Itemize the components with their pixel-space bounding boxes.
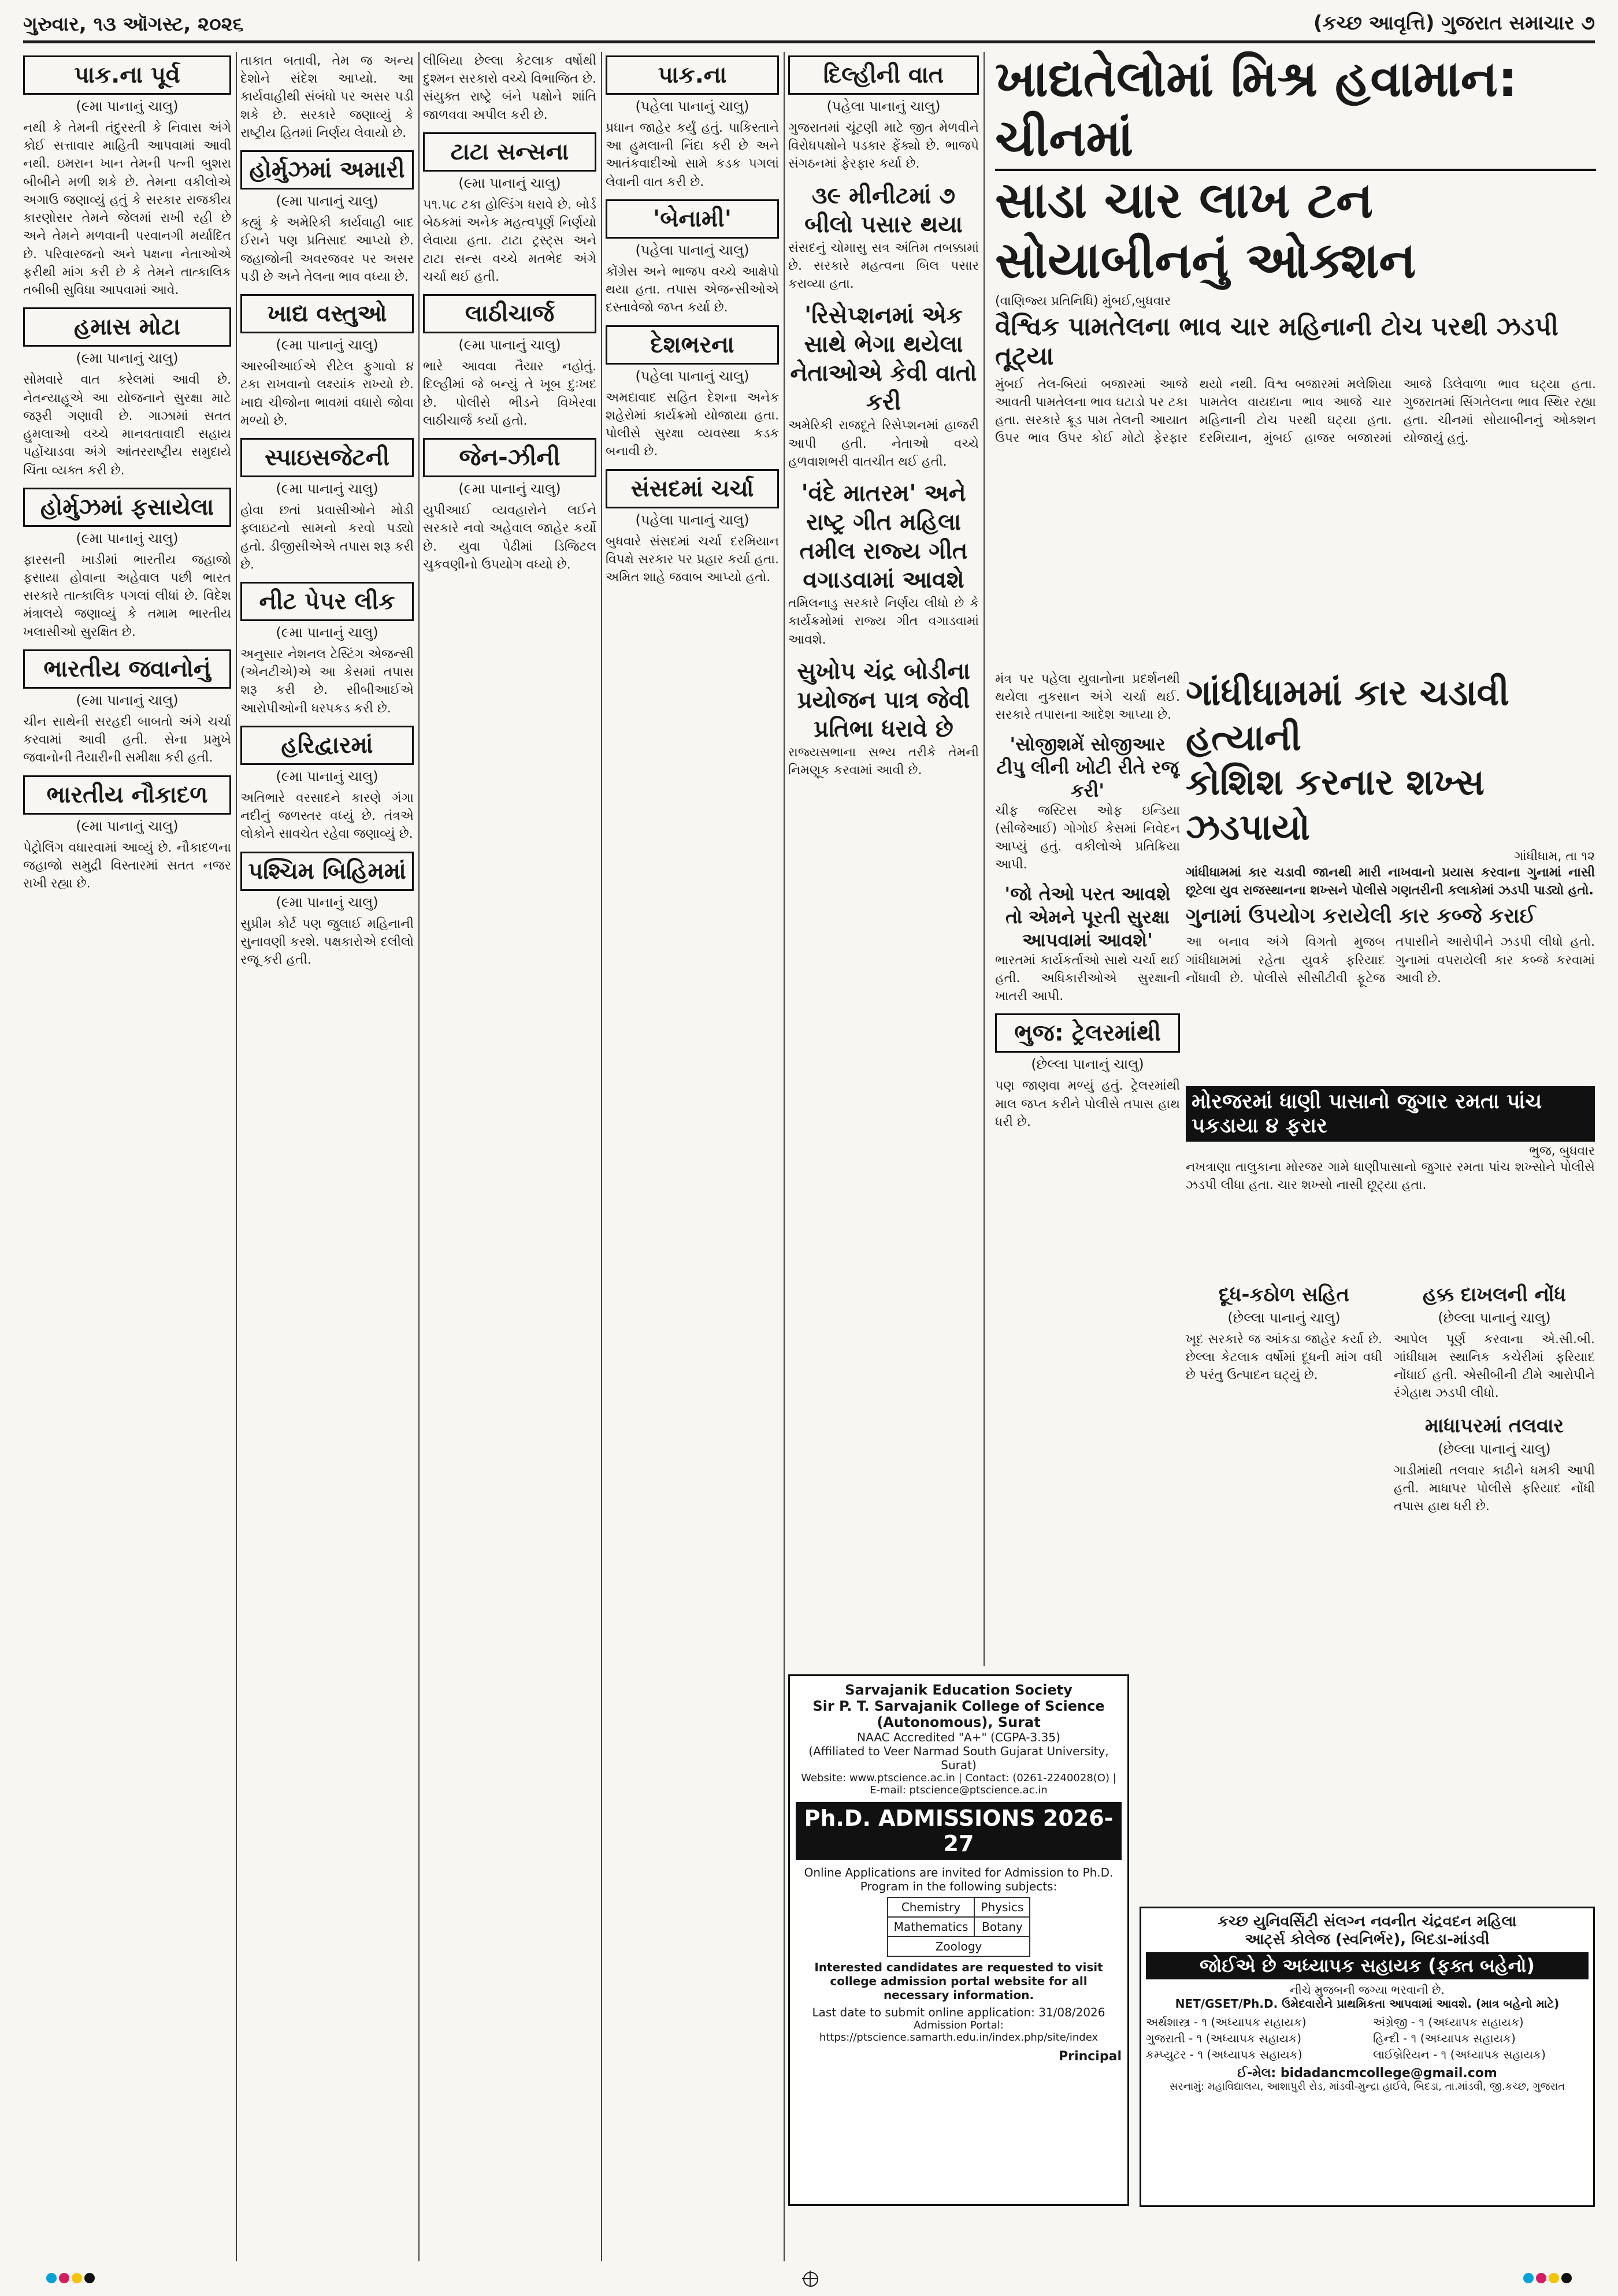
ad-subject: Zoology (888, 1937, 1030, 1956)
column-divider (984, 52, 985, 1666)
article-body: ભારતમાં કાર્યકર્તાઓ સાથે ચર્ચા થઈ હતી. અધિકારીઓએ સુરક્ષાની ખાતરી આપી. (995, 953, 1180, 1004)
article-title: 'બેનામી' (606, 199, 779, 239)
article-title: નીટ પેપર લીક (240, 582, 414, 621)
column-divider (236, 52, 237, 2261)
article (240, 582, 414, 718)
article (606, 325, 779, 461)
article-title: સુખોપ ચંદ્ર બોડીના પ્રયોજન પાત્ર જેવી પ્રતિભા ધરાવે છે (797, 657, 970, 742)
article (23, 649, 231, 767)
lead-headline-line1: ખાદ્યતેલોમાં મિશ્ર હવામાન: ચીનમાં (995, 50, 1518, 168)
ad-subject: Chemistry (888, 1897, 975, 1917)
column-4 (606, 52, 779, 2261)
article-title: પાક.ના (606, 55, 779, 95)
bidada-post: અંગ્રેજી - ૧ (અધ્યાપક સહાયક) (1373, 2015, 1524, 2029)
article (788, 301, 979, 471)
article-title: ભારતીય નૌકાદળ (23, 775, 231, 815)
article (23, 55, 231, 299)
madhapar-subtitle: (છેલ્લા પાનાનું ચાલુ) (1438, 1440, 1551, 1457)
column-6 (995, 670, 1180, 1666)
article (240, 852, 414, 969)
article-body: ચીન સાથેની સરહદી બાબતો અંગે ચર્ચા કરવામાં આવી હતી. સેના પ્રમુખે જવાનોની તૈયારીની સમીક્ષા કરી હતી. (23, 714, 231, 766)
yellow-swatch (72, 2273, 82, 2283)
bidada-email: ઈ-મેલ: bidadancmcollege@gmail.com (1237, 2066, 1497, 2080)
header-date: ગુરુવાર, ૧૩ ઑગસ્ટ, ૨૦૨૬ (23, 13, 244, 36)
ad-college-name: Sir P. T. Sarvajanik College of Science (Autonomous), Surat (812, 1698, 1105, 1730)
article-subtitle: (પહેલા પાનાનું ચાલુ) (635, 98, 749, 114)
article-subtitle: (૯મા પાનાનું ચાલુ) (276, 481, 378, 497)
article-subtitle: (છેલ્લા પાનાનું ચાલુ) (1031, 1056, 1144, 1073)
article-subtitle: (પહેલા પાનાનું ચાલુ) (635, 367, 749, 384)
article-title: જેન-ઝીની (423, 438, 596, 477)
ad-affiliation: (Affiliated to Veer Narmad South Gujarat University, Surat) (808, 1744, 1109, 1772)
article-body: ચીફ જસ્ટિસ ઓફ ઇન્ડિયા (સીજેઆઈ) ગોગોઈ કેસમાં નિવેદન આપ્યું હતું. વકીલોએ પ્રતિક્રિયા આપી. (995, 803, 1180, 872)
lead-story (995, 50, 1596, 768)
article-body: રાજ્યસભાના સભ્ય તરીકે તેમની નિમણૂક કરવામાં આવી છે. (788, 745, 979, 778)
article-title: સ્પાઇસજેટની (240, 438, 414, 477)
magenta-swatch (59, 2273, 69, 2283)
column-5 (788, 52, 979, 1666)
color-registration-strip (1523, 2273, 1572, 2286)
article-title: 'સોજીશમેં સોજીઆર ટીપુ લીની ખોટી રીતે રજૂ કરી' (996, 733, 1179, 801)
article-body: યુપીઆઈ વ્યવહારોને લઈને સરકારે નવો અહેવાલ જાહેર કર્યો છે. યુવા પેઢીમાં ડિજિટલ ચુકવણીનો ઉપયોગ વધ્યો છે. (423, 503, 596, 572)
article (995, 882, 1180, 1006)
column-divider (784, 52, 785, 2261)
article (423, 438, 596, 574)
ad-signature: Principal (1059, 2049, 1122, 2064)
article-title: હોર્મુઝમાં અમારી (240, 150, 414, 190)
madhapar-title: માધાપરમાં તલવાર (1424, 1414, 1564, 1438)
article-body: ફારસની ખાડીમાં ભારતીય જહાજો ફસાયા હોવાના અહેવાલ પછી ભારત સરકારે તાત્કાલિક પગલાં લીધાં છે. વિદેશ મંત્રાલયે જણાવ્યું કે તમામ ભારતીય ખલાસીઓ સુરક્ષિત છે. (23, 552, 231, 640)
lead-headline-line2: સાડા ચાર લાખ ટન સોયાબીનનું ઓક્શન (995, 169, 1596, 290)
ad-subject: Physics (974, 1897, 1030, 1917)
ad-note: Interested candidates are requested to visit college admission portal website for all necessary information. (814, 1960, 1103, 2002)
article-title: દેશભરના (606, 325, 779, 365)
header-masthead (1313, 12, 1595, 35)
page-header (23, 9, 1595, 39)
article-subtitle: (૯મા પાનાનું ચાલુ) (276, 768, 378, 785)
article (23, 775, 231, 893)
lead-body: મુંબઈ તેલ-બિયાં બજારમાં આજે આવતી પામતેલના ભાવ ઘટાડો પર ટકા હતા. સરકારે ક્રૂડ પામ તેલની આયાત ઉપર ભાવ ઉપર કોઈ મોટો ફેરફાર થયો નથી. વિશ્વ બજારમાં મલેશિયા પામતેલ વાયદાના ભાવ આજે ચાર મહિનાની ટોચ પરથી ઘટ્યા હતા. દરમિયાન, મુંબઈ હાજર બજારમાં આજે ડિલેવાળા ભાવ ઘટ્યા હતા. ગુજરાતમાં સિંગતેલના ભાવ સ્થિર રહ્યા હતા. ચીનમાં સોયાબીનનું ઓક્શન યોજાયું હતું. (995, 377, 1596, 446)
bidada-post: હિન્દી - ૧ (અધ્યાપક સહાયક) (1373, 2031, 1516, 2045)
article-subtitle: (૯મા પાનાનું ચાલુ) (276, 193, 378, 210)
lead-subhead: વૈશ્વિક પામતેલના ભાવ ચાર મહિનાની ટોચ પરથી ઝડપી તૂટ્યા (995, 311, 1558, 371)
article-body: પણ જાણવા મળ્યું હતું. ટ્રેલરમાંથી માલ જપ્ત કરીને પોલીસે તપાસ હાથ ધરી છે. (995, 1079, 1180, 1130)
article (995, 733, 1180, 874)
column-2 (240, 52, 414, 2261)
article-subtitle: (૯મા પાનાનું ચાલુ) (276, 894, 378, 911)
article (995, 670, 1180, 725)
article-title: પશ્ચિમ બિહિમમાં (240, 852, 414, 891)
article (788, 181, 979, 293)
article-subtitle: (પહેલા પાનાનું ચાલુ) (635, 511, 749, 528)
article (606, 469, 779, 587)
article-title: ખાદ્ય વસ્તુઓ (240, 294, 414, 333)
haqq-title: હક્ક દાખલની નોંધ (1422, 1283, 1567, 1306)
bidada-sub: નીચે મુજબની જગ્યા ભરવાની છે. (1290, 1983, 1445, 1997)
article (240, 294, 414, 430)
article (240, 150, 414, 286)
ad-portal: Admission Portal: https://ptscience.samarth.edu.in/index.php/site/index (819, 2019, 1099, 2044)
article-subtitle: (૯મા પાનાનું ચાલુ) (458, 337, 561, 354)
article-body: આરબીઆઈએ રીટેલ ફુગાવો ૪ ટકા રાખવાનો લક્ષ્યાંક રાખ્યો છે. ખાદ્ય ચીજોના ભાવમાં વધારો જોવા મળ્યો છે. (240, 359, 414, 428)
black-swatch (1561, 2273, 1572, 2283)
article-body: ગુજરાતમાં ચૂંટણી માટે જીત મેળવીને વિરોધપક્ષોને પડકાર ફેંક્યો છે. ભાજપે સંગઠનમાં ફેરફાર કર્યા છે. (788, 121, 979, 172)
article-title: હમાસ મોટા (23, 307, 231, 347)
cyan-swatch (1523, 2273, 1534, 2283)
lead-dateline: (વાણિજ્ય પ્રતિનિધિ) મુંબઈ,બુધવાર (995, 293, 1171, 309)
header-page-number: ૭ (1581, 12, 1595, 35)
article-subtitle: (૯મા પાનાનું ચાલુ) (76, 350, 179, 367)
bidada-address: સરનામું: મહાવિદ્યાલય, આશાપુરી રોડ, માંડવી-મુન્દ્રા હાઈવે, બિદડા, તા.માંડવી, જી.કચ્છ, ગુજરાત (1169, 2080, 1565, 2093)
article (423, 52, 596, 124)
article-title: સંસદમાં ચર્ચા (606, 469, 779, 508)
article-body: અતિભારે વરસાદને કારણે ગંગા નદીનું જળસ્તર વધ્યું છે. તંત્રએ લોકોને સાવચેત રહેવા જણાવ્યું છે. (240, 790, 414, 842)
header-rule (23, 40, 1595, 43)
article (23, 307, 231, 479)
article (788, 55, 979, 173)
article-body: લીબિયા છેલ્લા કેટલાક વર્ષોથી દુશ્મન સરકારો વચ્ચે વિભાજિત છે. સંયુક્ત રાષ્ટ્રે બંને પક્ષોને શાંતિ જાળવવા અપીલ કરી છે. (423, 54, 596, 122)
article-body: અમદાવાદ સહિત દેશના અનેક શહેરોમાં કાર્યક્રમો યોજાયા હતા. પોલીસે સુરક્ષા વ્યવસ્થા કડક બનાવી છે. (606, 390, 779, 459)
cyan-swatch (46, 2273, 57, 2283)
article-body: તમિલનાડુ સરકારે નિર્ણય લીધો છે કે કાર્યક્રમોમાં રાજ્ય ગીત વગાડવામાં આવશે. (788, 596, 979, 647)
article-title: 'જો તેઓ પરત આવશે તો એમને પૂરતી સુરક્ષા આપવામાં આવશે' (1004, 882, 1171, 951)
gandhidham-subhead: ગુનામાં ઉપયોગ કરાયેલી કાર કબ્જે કરાઈ (1186, 904, 1536, 928)
article-subtitle: (૯મા પાનાનું ચાલુ) (76, 530, 179, 547)
article-body: મંત્ર પર પહેલા યુવાનોના પ્રદર્શનથી થયેલા નુકસાન અંગે ચર્ચા થઈ. સરકારે તપાસના આદેશ આપ્યા છે. (995, 672, 1180, 723)
article-subtitle: (૯મા પાનાનું ચાલુ) (276, 624, 378, 641)
bidada-title: જોઈએ છે અધ્યાપક સહાયક (ફક્ત બહેનો) (1146, 1952, 1589, 1979)
ad-subject: Botany (974, 1917, 1030, 1937)
magenta-swatch (1536, 2273, 1546, 2283)
bidada-line2: આર્ટ્સ કોલેજ (સ્વનિર્ભર), બિદડા-માંડવી (1245, 1931, 1490, 1948)
header-edition: (કચ્છ આવૃત્તિ) (1313, 12, 1435, 35)
article-body: કહ્યું કે અમેરિકી કાર્યવાહી બાદ ઈરાને પણ પ્રતિસાદ આપ્યો છે. જહાજોની અવરજવર પર અસર પડી છે અને તેલના ભાવ વધ્યા છે. (240, 216, 414, 284)
registration-mark-icon (803, 2272, 818, 2287)
ad-naac: NAAC Accredited "A+" (CGPA-3.35) (857, 1730, 1060, 1744)
ad-subject: Mathematics (888, 1917, 975, 1937)
article (240, 52, 414, 142)
column-divider (601, 52, 602, 2261)
article-body: નથી કે તેમની તંદુરસ્તી કે નિવાસ અંગે કોઈ સત્તાવાર માહિતી આપવામાં આવી નથી. ઇમરાન ખાન તેમની પત્ની બુશરા બીબીને મળી શકે છે. તેમના વકીલોએ અગાઉ જણાવ્યું હતું કે સરકાર રાજકીય કારણોસર તેમને જેલમાં રાખી રહી છે અને તેમને મળવાની પરવાનગી મર્યાદિત છે. પરિવારજનો અને પક્ષના નેતાઓએ ફરીથી માંગ કરી છે કે તેમને તાત્કાલિક તબીબી સુવિધા આપવામાં આવે. (23, 121, 231, 298)
ad-lastdate: Last date to submit online application: 31/08/2026 (812, 2005, 1105, 2019)
article-title: ટાટા સન્સના (423, 132, 596, 172)
article (788, 479, 979, 649)
article-title: ૩૯ મીનીટમાં ૭ બીલો પસાર થયા (804, 182, 963, 238)
college-advertisement (788, 1674, 1129, 2206)
dudh-body: ખૂદ સરકારે જ આંકડા જાહેર કર્યા છે. છેલ્લા કેટલાક વર્ષોમાં દૂધની માંગ વધી છે પરંતુ ઉત્પાદન ઘટ્યું છે. (1186, 1332, 1382, 1383)
article-body: બુધવારે સંસદમાં ચર્ચા દરમિયાન વિપક્ષે સરકાર પર પ્રહાર કર્યા હતા. અમિત શાહે જવાબ આપ્યો હતો. (606, 534, 779, 585)
ad-society: Sarvajanik Education Society (845, 1682, 1073, 1698)
article-body: અનુસાર નેશનલ ટેસ્ટિંગ એજન્સી (એનટીએ)એ આ કેસમાં તપાસ શરૂ કરી છે. સીબીઆઈએ આરોપીઓની ધરપકડ કરી છે. (240, 647, 414, 716)
article-subtitle: (૯મા પાનાનું ચાલુ) (76, 692, 179, 708)
article-body: સંસદનું ચોમાસુ સત્ર અંતિમ તબક્કામાં છે. સરકારે મહત્વના બિલ પસાર કરાવ્યા હતા. (788, 240, 979, 292)
ad-contact: Website: www.ptscience.ac.in | Contact: (0261-2240028(O) | E-mail: ptscience@ptscience.ac.in (801, 1772, 1116, 1796)
article-subtitle: (પહેલા પાનાનું ચાલુ) (635, 242, 749, 258)
color-registration-strip (46, 2273, 95, 2286)
article-title: 'વંદે માતરમ' અને રાષ્ટ્ર ગીત મહિલા તમીલ રાજ્ય ગીત વગાડવામાં આવશે (799, 480, 968, 594)
haqq-story (1394, 1283, 1595, 1516)
gandhidham-headline-line1: ગાંધીધામમાં કાર ચડાવી હત્યાની (1186, 671, 1509, 759)
dudh-story (1186, 1283, 1382, 1384)
gandhidham-dateline: ગાંધીધામ, તા ૧૨ (1514, 849, 1595, 864)
article-title: દિલ્હીની વાત (788, 55, 979, 95)
article (606, 55, 779, 191)
bidada-post: લાઈબ્રેરિયન - ૧ (અધ્યાપક સહાયક) (1373, 2048, 1546, 2061)
article-body: સોમવારે વાત કરેલમાં આવી છે. નેતન્યાહૂએ આ યોજનાને સુરક્ષા માટે જરૂરી ગણાવી છે. ગાઝામાં સતત હુમલાઓ વચ્ચે માનવતાવાદી સહાય પહોંચાડવા અંગે આંતરરાષ્ટ્રીય સમુદાયે ચિંતા વ્યક્ત કરી છે. (23, 373, 231, 478)
article (788, 657, 979, 779)
article-subtitle: (૯મા પાનાનું ચાલુ) (458, 174, 561, 191)
article (606, 199, 779, 317)
article (423, 294, 596, 430)
dudh-subtitle: (છેલ્લા પાનાનું ચાલુ) (1227, 1309, 1341, 1326)
madhapar-body: ગાડીમાંથી તલવાર કાઢીને ધમકી આપી હતી. માધાપર પોલીસે ફરિયાદ નોંધી તપાસ હાથ ધરી છે. (1394, 1463, 1595, 1514)
article-title: ભુજ: ટ્રેલરમાંથી (995, 1013, 1180, 1053)
column-3 (423, 52, 596, 2261)
gandhidham-intro: ગાંધીધામમાં કાર ચડાવી જાનથી મારી નાખવાનો પ્રયાસ કરવાના ગુનામાં નાસી છૂટેલા યુવ રાજસ્થાનના શખ્સને પોલીસે ગણતરીની કલાકોમાં ઝડપી પાડ્યો હતો. (1186, 865, 1595, 898)
article-title: હોર્મુઝમાં ફસાયેલા (23, 488, 231, 527)
bidada-post-list (1146, 2015, 1589, 2061)
article-title: લાઠીચાર્જ (423, 294, 596, 333)
article (23, 488, 231, 641)
article-subtitle: (પહેલા પાનાનું ચાલુ) (826, 98, 941, 114)
article-subtitle: (૯મા પાનાનું ચાલુ) (276, 337, 378, 354)
ad-subject-table (887, 1897, 1031, 1957)
bidada-post: અર્થશાસ્ત્ર - ૧ (અધ્યાપક સહાયક) (1146, 2015, 1307, 2029)
article-title: ભારતીય જવાનોનું (23, 649, 231, 689)
article-subtitle: (૯મા પાનાનું ચાલુ) (76, 818, 179, 834)
bidada-post: ગુજરાતી - ૧ (અધ્યાપક સહાયક) (1146, 2031, 1302, 2045)
gandhidham-headline-line2: કોશિશ કરનાર શખ્સ ઝડપાયો (1186, 761, 1485, 848)
bidada-line1: કચ્છ યુનિવર્સિટી સંલગ્ન નવનીત ચંદ્રવદન મહિલા (1218, 1913, 1517, 1930)
morjar-dateline: ભુજ, બુધવાર (1529, 1144, 1595, 1158)
header-paper-name: ગુજરાત સમાચાર (1441, 12, 1575, 35)
bidada-advertisement (1140, 1907, 1595, 2207)
gandhidham-story (1186, 670, 1595, 987)
article-subtitle: (૯મા પાનાનું ચાલુ) (458, 481, 561, 497)
article-body: ભારે આવવા તૈયાર નહોતું. દિલ્હીમાં જે બન્યું તે ખૂબ દુઃખદ છે. પોલીસે ભીડને વિખેરવા લાઠીચાર્જ કર્યો હતો. (423, 359, 596, 428)
morjar-body: નખત્રાણા તાલુકાના મોરજર ગામે ધાણીપાસાનો જુગાર રમતા પાંચ શખ્સોને પોલીસે ઝડપી લીધા હતા. ચાર શખ્સો નાસી છૂટ્યા હતા. (1186, 1160, 1595, 1193)
morjar-story (1186, 1086, 1595, 1194)
article (240, 726, 414, 844)
haqq-subtitle: (છેલ્લા પાનાનું ચાલુ) (1438, 1309, 1551, 1326)
dudh-title: દૂધ-કઠોળ સહિત (1218, 1283, 1350, 1306)
article-body: પ્રધાન જાહેર કર્યું હતું. પાકિસ્તાને આ હુમલાની નિંદા કરી છે અને આતંકવાદીઓ સામે કડક પગલાં લેવાની વાત કરી છે. (606, 121, 779, 190)
article (240, 438, 414, 574)
yellow-swatch (1549, 2273, 1559, 2283)
article-body: સુપ્રીમ કોર્ટ પણ જુલાઈ મહિનાની સુનાવણી કરશે. પક્ષકારોએ દલીલો રજૂ કરી હતી. (240, 916, 414, 968)
haqq-body: આપેલ પૂર્ણ કરવાના એ.સી.બી. ગાંધીધામ સ્થાનિક કચેરીમાં ફરિયાદ નોંધાઈ હતી. એસીબીની ટીમે આરોપીને રંગેહાથ ઝડપી લીધો. (1394, 1332, 1595, 1401)
article-title: 'રિસેપ્શનમાં એક સાથે ભેગા થયેલા નેતાઓએ કેવી વાતો કરી (790, 302, 977, 416)
article-body: કોંગ્રેસ અને ભાજપ વચ્ચે આક્ષેપો થયા હતા. તપાસ એજન્સીઓએ દસ્તાવેજો જપ્ત કર્યા છે. (606, 264, 779, 315)
article-title: હરિદ્વારમાં (240, 726, 414, 765)
article (995, 1013, 1180, 1131)
article-body: તાકાત બતાવી, તેમ જ અન્ય દેશોને સંદેશ આપ્યો. આ કાર્યવાહીથી સંબંધો પર અસર પડી શકે છે. સરકારે જણાવ્યું કે રાષ્ટ્રીય હિતમાં નિર્ણય લેવાયો છે. (240, 54, 414, 140)
gandhidham-body: આ બનાવ અંગે વિગતો મુજબ ગાંધીધામમાં રહેતા યુવકે ફરિયાદ નોંધાવી છે. પોલીસે સીસીટીવી ફૂટેજ તપાસીને આરોપીને ઝડપી લીધો હતો. ગુનામાં વપરાયેલી કાર કબ્જે કરવામાં આવી છે. (1186, 935, 1595, 986)
column-divider (418, 52, 420, 2261)
black-swatch (84, 2273, 95, 2283)
article-body: હોવા છતાં પ્રવાસીઓને મોડી ફ્લાઇટનો સામનો કરવો પડ્યો હતો. ડીજીસીએએ તપાસ શરૂ કરી છે. (240, 503, 414, 572)
article-title: પાક.ના પૂર્વ (23, 55, 231, 95)
column-1 (23, 52, 231, 2261)
ad-title: Ph.D. ADMISSIONS 2026-27 (796, 1802, 1122, 1860)
article-subtitle: (૯મા પાનાનું ચાલુ) (76, 98, 179, 114)
bidada-requirement: NET/GSET/Ph.D. ઉમેદવારોને પ્રાથમિકતા આપવામાં આવશે. (માત્ર બહેનો માટે) (1175, 1997, 1560, 2011)
ad-intro: Online Applications are invited for Admission to Ph.D. Program in the following subjects: (804, 1866, 1114, 1893)
article (423, 132, 596, 286)
bidada-post: કમ્પ્યુટર - ૧ (અધ્યાપક સહાયક) (1146, 2048, 1302, 2061)
article-body: અમેરિકી રાજદૂતે રિસેપ્શનમાં હાજરી આપી હતી. નેતાઓ વચ્ચે હળવાશભરી વાતચીત થઈ હતી. (788, 418, 979, 469)
morjar-headline: મોરજરમાં ધાણી પાસાનો જુગાર રમતા પાંચ પકડાયા ૪ ફરાર (1186, 1086, 1595, 1142)
article-body: ૫૧.૫૮ ટકા હોલ્ડિંગ ધરાવે છે. બોર્ડ બેઠકમાં અનેક મહત્વપૂર્ણ નિર્ણયો લેવાયા હતા. ટાટા ટ્રસ્ટ્સ અને ટાટા સન્સ વચ્ચે મતભેદ અંગે ચર્ચા થઈ હતી. (423, 197, 596, 284)
article-body: પેટ્રોલિંગ વધારવામાં આવ્યું છે. નૌકાદળના જહાજો સમુદ્રી વિસ્તારમાં સતત નજર રાખી રહ્યા છે. (23, 840, 231, 891)
